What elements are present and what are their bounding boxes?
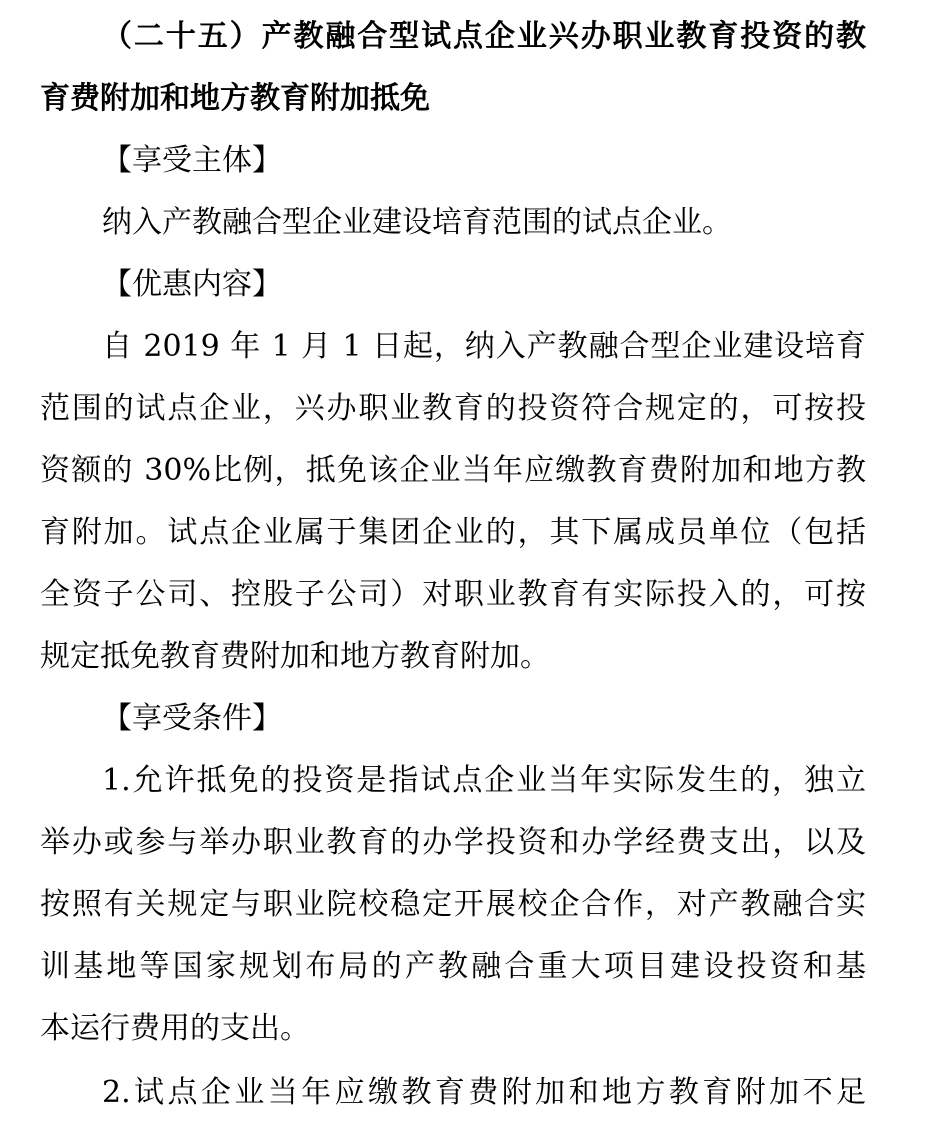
condition-1-line-5: 本运行费用的支出。 — [40, 1011, 310, 1046]
content-line-2: 范围的试点企业，兴办职业教育的投资符合规定的，可按投 — [40, 391, 866, 426]
heading-conditions: 【享受条件】 — [102, 701, 282, 736]
content-line-3: 资额的 30%比例，抵免该企业当年应缴教育费附加和地方教 — [40, 453, 866, 488]
condition-1-line-2: 举办或参与举办职业教育的办学投资和办学经费支出，以及 — [40, 825, 866, 860]
section-title-line-2: 育费附加和地方教育附加抵免 — [40, 81, 430, 116]
heading-content: 【优惠内容】 — [102, 267, 282, 302]
subject-text: 纳入产教融合型企业建设培育范围的试点企业。 — [102, 205, 732, 240]
condition-1-line-4: 训基地等国家规划布局的产教融合重大项目建设投资和基 — [40, 949, 866, 984]
content-line-1: 自 2019 年 1 月 1 日起，纳入产教融合型企业建设培育 — [102, 329, 866, 364]
content-line-5: 全资子公司、控股子公司）对职业教育有实际投入的，可按 — [40, 577, 866, 612]
section-title-line-1: （二十五）产教融合型试点企业兴办职业教育投资的教 — [102, 19, 866, 54]
heading-subject: 【享受主体】 — [102, 143, 282, 178]
content-line-4: 育附加。试点企业属于集团企业的，其下属成员单位（包括 — [40, 515, 866, 550]
condition-1-line-3: 按照有关规定与职业院校稳定开展校企合作，对产教融合实 — [40, 887, 866, 922]
content-line-6: 规定抵免教育费附加和地方教育附加。 — [40, 639, 550, 674]
condition-2-line-1: 2.试点企业当年应缴教育费附加和地方教育附加不足 — [102, 1075, 866, 1110]
condition-1-line-1: 1.允许抵免的投资是指试点企业当年实际发生的，独立 — [102, 763, 866, 798]
